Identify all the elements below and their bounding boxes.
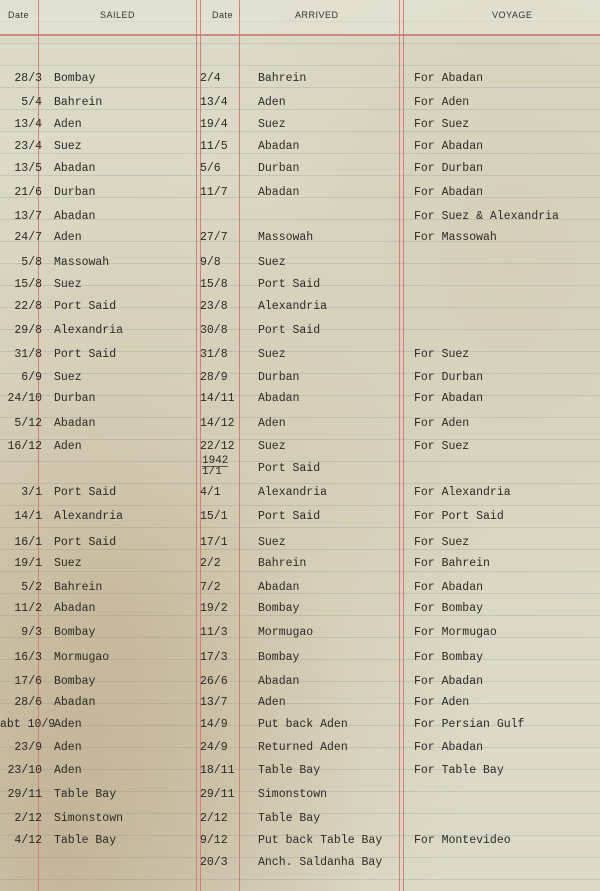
arrived-port: Port Said xyxy=(258,324,321,337)
arrived-port: Abadan xyxy=(258,675,300,688)
table-row xyxy=(0,764,600,784)
voyage-note: For Durban xyxy=(414,162,484,175)
arrived-port: Suez xyxy=(258,440,286,453)
voyage-note: For Suez & Alexandria xyxy=(414,210,559,223)
arrived-date: 2/2 xyxy=(200,557,221,570)
sailed-date: 14/1 xyxy=(14,510,42,523)
arrived-port: Alexandria xyxy=(258,486,328,499)
table-row xyxy=(0,788,600,808)
arrived-port: Table Bay xyxy=(258,812,321,825)
sailed-date: 3/1 xyxy=(21,486,42,499)
arrived-port: Durban xyxy=(258,162,300,175)
table-row xyxy=(0,96,600,116)
sailed-date: 2/12 xyxy=(14,812,42,825)
sailed-port: Simonstown xyxy=(54,812,124,825)
voyage-note: For Abadan xyxy=(414,186,484,199)
arrived-port: Table Bay xyxy=(258,764,321,777)
sailed-port: Bombay xyxy=(54,626,96,639)
arrived-date: 5/6 xyxy=(200,162,221,175)
table-row xyxy=(0,417,600,437)
sailed-date: 24/7 xyxy=(14,231,42,244)
sailed-date: 13/7 xyxy=(14,210,42,223)
year-note-year: 1942 xyxy=(202,455,229,467)
sailed-date: 29/11 xyxy=(7,788,42,801)
sailed-port: Aden xyxy=(54,741,82,754)
arrived-date: 18/11 xyxy=(200,764,235,777)
arrived-date: 2/12 xyxy=(200,812,228,825)
arrived-port: Abadan xyxy=(258,392,300,405)
arrived-date: 26/6 xyxy=(200,675,228,688)
arrived-date: 19/4 xyxy=(200,118,228,131)
sailed-port: Mormugao xyxy=(54,651,110,664)
table-row xyxy=(0,210,600,230)
sailed-port: Bombay xyxy=(54,72,96,85)
arrived-port: Port Said xyxy=(258,462,321,475)
arrived-port: Aden xyxy=(258,696,286,709)
sailed-date: 19/1 xyxy=(14,557,42,570)
sailed-date: 23/10 xyxy=(7,764,42,777)
arrived-port: Abadan xyxy=(258,140,300,153)
table-row xyxy=(0,278,600,298)
table-row xyxy=(0,140,600,160)
table-row xyxy=(0,256,600,276)
sailed-date: 22/8 xyxy=(14,300,42,313)
table-row xyxy=(0,812,600,832)
arrived-port: Alexandria xyxy=(258,300,328,313)
sailed-port: Port Said xyxy=(54,486,117,499)
voyage-note: For Aden xyxy=(414,696,470,709)
sailed-date: 5/12 xyxy=(14,417,42,430)
sailed-port: Abadan xyxy=(54,210,96,223)
sailed-port: Suez xyxy=(54,371,82,384)
arrived-date: 14/9 xyxy=(200,718,228,731)
arrived-date: 29/11 xyxy=(200,788,235,801)
arrived-port: Aden xyxy=(258,96,286,109)
table-row xyxy=(0,72,600,92)
arrived-date: 15/1 xyxy=(200,510,228,523)
sailed-port: Bombay xyxy=(54,675,96,688)
sailed-port: Abadan xyxy=(54,696,96,709)
arrived-port: Bombay xyxy=(258,602,300,615)
voyage-note: For Abadan xyxy=(414,72,484,85)
arrived-date: 28/9 xyxy=(200,371,228,384)
header-arrived: ARRIVED xyxy=(295,10,339,20)
table-row xyxy=(0,651,600,671)
sailed-port: Aden xyxy=(54,764,82,777)
table-row xyxy=(0,440,600,460)
table-row xyxy=(0,834,600,854)
voyage-note: For Abadan xyxy=(414,675,484,688)
sailed-port: Suez xyxy=(54,557,82,570)
table-row xyxy=(0,557,600,577)
sailed-port: Durban xyxy=(54,392,96,405)
sailed-date: 29/8 xyxy=(14,324,42,337)
arrived-port: Returned Aden xyxy=(258,741,348,754)
arrived-date: 7/2 xyxy=(200,581,221,594)
table-row xyxy=(0,462,600,482)
table-row xyxy=(0,324,600,344)
arrived-port: Durban xyxy=(258,371,300,384)
sailed-date: 9/3 xyxy=(21,626,42,639)
table-row xyxy=(0,510,600,530)
arrived-port: Put back Aden xyxy=(258,718,348,731)
sailed-port: Table Bay xyxy=(54,834,117,847)
sailed-port: Bahrein xyxy=(54,96,103,109)
arrived-port: Suez xyxy=(258,118,286,131)
arrived-port: Port Said xyxy=(258,278,321,291)
voyage-note: For Suez xyxy=(414,118,470,131)
voyage-note: For Abadan xyxy=(414,581,484,594)
table-row xyxy=(0,718,600,738)
arrived-date: 20/3 xyxy=(200,856,228,869)
arrived-date: 14/12 xyxy=(200,417,235,430)
arrived-date: 30/8 xyxy=(200,324,228,337)
arrived-port: Anch. Saldanha Bay xyxy=(258,856,383,869)
arrived-date: 22/12 xyxy=(200,440,235,453)
arrived-date: 2/4 xyxy=(200,72,221,85)
table-row xyxy=(0,371,600,391)
arrived-date: 17/3 xyxy=(200,651,228,664)
arrived-date: 23/8 xyxy=(200,300,228,313)
arrived-date: 15/8 xyxy=(200,278,228,291)
arrived-date: 11/7 xyxy=(200,186,228,199)
voyage-note: For Bahrein xyxy=(414,557,490,570)
arrived-port: Put back Table Bay xyxy=(258,834,383,847)
sailed-date: 16/12 xyxy=(7,440,42,453)
arrived-port: Simonstown xyxy=(258,788,328,801)
sailed-date: 28/6 xyxy=(14,696,42,709)
table-row xyxy=(0,300,600,320)
sailed-port: Abadan xyxy=(54,417,96,430)
sailed-date: 23/9 xyxy=(14,741,42,754)
sailed-port: Port Said xyxy=(54,348,117,361)
header-date-sailed: Date xyxy=(8,10,30,20)
voyage-note: For Port Said xyxy=(414,510,504,523)
sailed-date: 11/2 xyxy=(14,602,42,615)
table-row xyxy=(0,741,600,761)
sailed-date: 31/8 xyxy=(14,348,42,361)
arrived-port: Mormugao xyxy=(258,626,314,639)
table-row xyxy=(0,186,600,206)
table-row xyxy=(0,536,600,556)
sailed-port: Suez xyxy=(54,140,82,153)
arrived-date: 14/11 xyxy=(200,392,235,405)
sailed-port: Abadan xyxy=(54,162,96,175)
table-row xyxy=(0,675,600,695)
voyage-note: For Alexandria xyxy=(414,486,511,499)
arrived-date: 13/4 xyxy=(200,96,228,109)
sailed-date: 17/6 xyxy=(14,675,42,688)
arrived-port: Suez xyxy=(258,536,286,549)
sailed-port: Aden xyxy=(54,118,82,131)
arrived-date: 27/7 xyxy=(200,231,228,244)
voyage-note: For Montevideo xyxy=(414,834,511,847)
sailed-date: 4/12 xyxy=(14,834,42,847)
sailed-port: Suez xyxy=(54,278,82,291)
sailed-port: Massowah xyxy=(54,256,110,269)
arrived-date: 31/8 xyxy=(200,348,228,361)
arrived-date: 11/3 xyxy=(200,626,228,639)
arrived-date: 17/1 xyxy=(200,536,228,549)
sailed-port: Aden xyxy=(54,718,82,731)
voyage-note: For Table Bay xyxy=(414,764,504,777)
voyage-note: For Aden xyxy=(414,417,470,430)
voyage-note: For Bombay xyxy=(414,651,484,664)
header-voyage: VOYAGE xyxy=(492,10,533,20)
year-note-date: 1/1 xyxy=(202,466,222,478)
arrived-port: Suez xyxy=(258,256,286,269)
sailed-date: 15/8 xyxy=(14,278,42,291)
table-row xyxy=(0,696,600,716)
table-row xyxy=(0,486,600,506)
table-row xyxy=(0,162,600,182)
sailed-port: Durban xyxy=(54,186,96,199)
voyage-note: For Suez xyxy=(414,348,470,361)
sailed-date: 24/10 xyxy=(7,392,42,405)
arrived-port: Bahrein xyxy=(258,72,307,85)
voyage-note: For Aden xyxy=(414,96,470,109)
sailed-date: 28/3 xyxy=(14,72,42,85)
voyage-note: For Persian Gulf xyxy=(414,718,525,731)
arrived-port: Abadan xyxy=(258,581,300,594)
voyage-note: For Abadan xyxy=(414,140,484,153)
sailed-date: 5/8 xyxy=(21,256,42,269)
sailed-date: 5/4 xyxy=(21,96,42,109)
arrived-port: Bahrein xyxy=(258,557,307,570)
sailed-date: 23/4 xyxy=(14,140,42,153)
sailed-port: Aden xyxy=(54,231,82,244)
table-row xyxy=(0,348,600,368)
header-sailed: SAILED xyxy=(100,10,136,20)
voyage-note: For Abadan xyxy=(414,392,484,405)
arrived-port: Massowah xyxy=(258,231,314,244)
sailed-port: Bahrein xyxy=(54,581,103,594)
sailed-date: 6/9 xyxy=(21,371,42,384)
sailed-port: Abadan xyxy=(54,602,96,615)
sailed-date: abt 10/9 xyxy=(0,718,56,731)
voyage-note: For Suez xyxy=(414,440,470,453)
voyage-note: For Abadan xyxy=(414,741,484,754)
table-row xyxy=(0,626,600,646)
sailed-date: 21/6 xyxy=(14,186,42,199)
arrived-date: 4/1 xyxy=(200,486,221,499)
table-row xyxy=(0,231,600,251)
voyage-note: For Mormugao xyxy=(414,626,497,639)
voyage-note: For Suez xyxy=(414,536,470,549)
arrived-date: 19/2 xyxy=(200,602,228,615)
arrived-date: 13/7 xyxy=(200,696,228,709)
arrived-port: Aden xyxy=(258,417,286,430)
arrived-date: 24/9 xyxy=(200,741,228,754)
table-row xyxy=(0,392,600,412)
voyage-note: For Durban xyxy=(414,371,484,384)
sailed-port: Alexandria xyxy=(54,324,124,337)
sailed-date: 5/2 xyxy=(21,581,42,594)
sailed-date: 13/4 xyxy=(14,118,42,131)
arrived-date: 9/8 xyxy=(200,256,221,269)
table-row xyxy=(0,118,600,138)
sailed-port: Port Said xyxy=(54,536,117,549)
table-row xyxy=(0,856,600,876)
arrived-port: Bombay xyxy=(258,651,300,664)
sailed-port: Table Bay xyxy=(54,788,117,801)
header-date-arrived: Date xyxy=(212,10,234,20)
voyage-note: For Bombay xyxy=(414,602,484,615)
sailed-date: 16/3 xyxy=(14,651,42,664)
sailed-date: 13/5 xyxy=(14,162,42,175)
arrived-date: 9/12 xyxy=(200,834,228,847)
arrived-port: Abadan xyxy=(258,186,300,199)
arrived-port: Suez xyxy=(258,348,286,361)
sailed-date: 16/1 xyxy=(14,536,42,549)
arrived-port: Port Said xyxy=(258,510,321,523)
sailed-port: Aden xyxy=(54,440,82,453)
voyage-note: For Massowah xyxy=(414,231,497,244)
table-row xyxy=(0,602,600,622)
sailed-port: Port Said xyxy=(54,300,117,313)
table-row xyxy=(0,581,600,601)
arrived-date: 11/5 xyxy=(200,140,228,153)
sailed-port: Alexandria xyxy=(54,510,124,523)
